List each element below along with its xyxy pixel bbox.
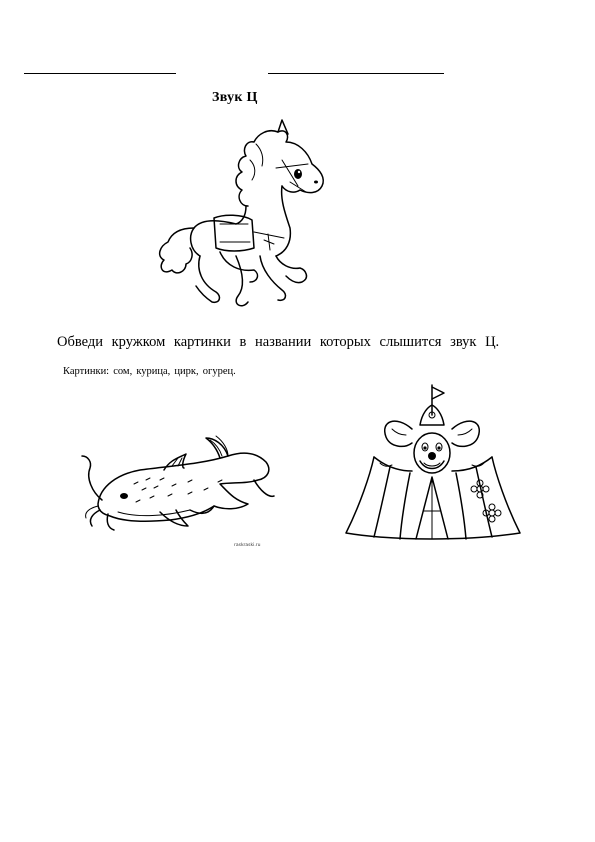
horse-illustration — [150, 120, 340, 320]
circus-tent-illustration — [340, 385, 525, 545]
image-watermark: raskraski.ru — [234, 543, 261, 548]
catfish-illustration — [78, 430, 278, 540]
name-line — [24, 73, 176, 74]
date-line — [268, 73, 444, 74]
page-title: Звук Ц — [212, 90, 258, 105]
pictures-list: Картинки: сом, курица, цирк, огурец. — [63, 366, 236, 377]
task-instruction: Обведи кружком картинки в названии которых слышится звук Ц. — [57, 334, 500, 350]
